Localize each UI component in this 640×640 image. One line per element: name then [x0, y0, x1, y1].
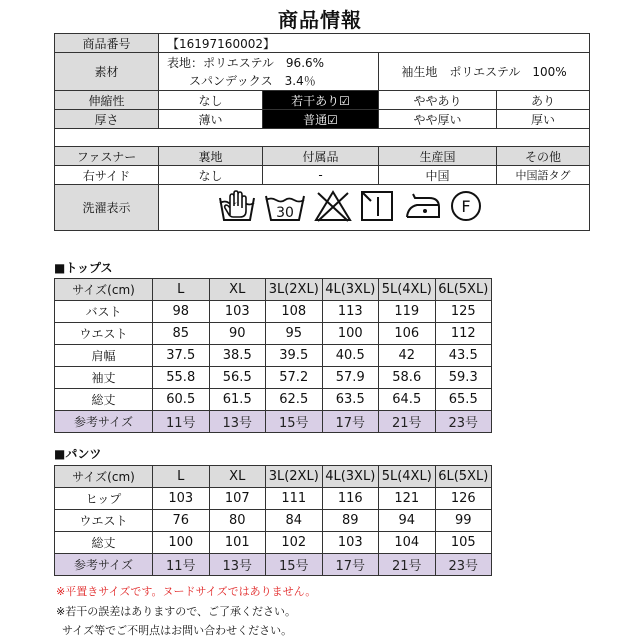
wash-row: [55, 185, 590, 231]
table-cell: 62.5: [266, 389, 323, 411]
note-tolerance: ※若干の誤差はありますので、ご了承ください。: [56, 605, 296, 618]
table-cell: 101: [209, 532, 266, 554]
thickness-option-somewhat-thick: やや厚い: [379, 110, 497, 129]
pants-header-xl: XL: [209, 466, 266, 488]
table-cell: 108: [266, 301, 323, 323]
row-label: 肩幅: [55, 345, 153, 367]
details-header-row: [55, 147, 590, 166]
row-label: 袖丈: [55, 367, 153, 389]
reference-cell: 17号: [322, 411, 379, 433]
table-cell: 42: [379, 345, 436, 367]
origin-header: 生産国: [379, 147, 497, 166]
table-cell: 103: [209, 301, 266, 323]
note-inquiry: サイズ等でご不明点はお問い合わせください。: [62, 624, 293, 637]
table-cell: 112: [435, 323, 492, 345]
other-header: その他: [497, 147, 590, 166]
table-cell: 95: [266, 323, 323, 345]
table-cell: 59.3: [435, 367, 492, 389]
table-cell: 80: [209, 510, 266, 532]
table-cell: 111: [266, 488, 323, 510]
zipper-header: ファスナー: [55, 147, 159, 166]
tops-header-3l: 3L(2XL): [266, 279, 323, 301]
reference-cell: 21号: [379, 554, 436, 576]
tops-header-4l: 4L(3XL): [322, 279, 379, 301]
thickness-option-thick: 厚い: [497, 110, 590, 129]
table-cell: 89: [322, 510, 379, 532]
zipper-value: 右サイド: [55, 166, 159, 185]
pants-size-table: [54, 465, 492, 576]
pants-header-l: L: [153, 466, 210, 488]
row-label: 総丈: [55, 389, 153, 411]
row-label: ウエスト: [55, 323, 153, 345]
table-cell: 55.8: [153, 367, 210, 389]
table-cell: 61.5: [209, 389, 266, 411]
stretch-option-slight-selected: 若干あり☑: [263, 91, 379, 110]
low-iron-icon: [401, 189, 443, 223]
table-cell: 113: [322, 301, 379, 323]
table-row: [55, 532, 492, 554]
table-cell: 98: [153, 301, 210, 323]
lining-value: なし: [159, 166, 263, 185]
dry-clean-f-icon: [449, 189, 483, 223]
tops-header-size: サイズ(cm): [55, 279, 153, 301]
reference-cell: 21号: [379, 411, 436, 433]
table-cell: 85: [153, 323, 210, 345]
pants-header-4l: 4L(3XL): [322, 466, 379, 488]
table-cell: 40.5: [322, 345, 379, 367]
product-number-row: [55, 34, 590, 53]
table-cell: 125: [435, 301, 492, 323]
pants-header-6l: 6L(5XL): [435, 466, 492, 488]
tops-header-6l: 6L(5XL): [435, 279, 492, 301]
table-row: [55, 301, 492, 323]
table-cell: 103: [322, 532, 379, 554]
table-cell: 76: [153, 510, 210, 532]
wash-icons: [217, 189, 483, 223]
pants-section-label: ■パンツ: [54, 447, 102, 461]
product-number-label: 商品番号: [55, 34, 159, 53]
reference-cell: 23号: [435, 411, 492, 433]
table-cell: 64.5: [379, 389, 436, 411]
drip-dry-icon: [359, 189, 395, 223]
spacer-cell: [55, 129, 590, 147]
table-row: [55, 323, 492, 345]
row-label: 総丈: [55, 532, 153, 554]
table-row: [55, 367, 492, 389]
product-info-table: [54, 33, 590, 231]
table-row: [55, 510, 492, 532]
accessories-value: -: [263, 166, 379, 185]
stretch-label: 伸縮性: [55, 91, 159, 110]
page-title: 商品情報: [278, 8, 362, 32]
material-lining: 袖生地 ポリエステル 100%: [379, 53, 590, 91]
table-cell: 37.5: [153, 345, 210, 367]
reference-label: 参考サイズ: [55, 411, 153, 433]
table-cell: 103: [153, 488, 210, 510]
origin-value: 中国: [379, 166, 497, 185]
tops-header-row: [55, 279, 492, 301]
tops-header-xl: XL: [209, 279, 266, 301]
tops-header-5l: 5L(4XL): [379, 279, 436, 301]
details-value-row: [55, 166, 590, 185]
table-cell: 116: [322, 488, 379, 510]
row-label: バスト: [55, 301, 153, 323]
table-cell: 58.6: [379, 367, 436, 389]
thickness-row: [55, 110, 590, 129]
row-label: ウエスト: [55, 510, 153, 532]
stretch-option-yes: あり: [497, 91, 590, 110]
wash-30-icon: [263, 189, 307, 223]
tops-size-table: [54, 278, 492, 433]
stretch-option-somewhat: ややあり: [379, 91, 497, 110]
table-cell: 99: [435, 510, 492, 532]
thickness-option-normal-selected: 普通☑: [263, 110, 379, 129]
other-value: 中国語タグ: [497, 166, 590, 185]
thickness-option-thin: 薄い: [159, 110, 263, 129]
table-cell: 57.9: [322, 367, 379, 389]
note-flat-measure: ※平置きサイズです。ヌードサイズではありません。: [56, 585, 317, 598]
table-cell: 56.5: [209, 367, 266, 389]
tops-section-label: ■トップス: [54, 261, 113, 275]
tops-reference-row: [55, 411, 492, 433]
reference-cell: 13号: [209, 411, 266, 433]
pants-header-size: サイズ(cm): [55, 466, 153, 488]
pants-header-3l: 3L(2XL): [266, 466, 323, 488]
table-row: [55, 345, 492, 367]
table-cell: 84: [266, 510, 323, 532]
reference-cell: 17号: [322, 554, 379, 576]
thickness-label: 厚さ: [55, 110, 159, 129]
table-cell: 121: [379, 488, 436, 510]
table-cell: 119: [379, 301, 436, 323]
material-outer-line1: 表地：ポリエステル 96.6%: [167, 55, 325, 70]
product-number-value: 【16197160002】: [159, 34, 590, 53]
table-cell: 57.2: [266, 367, 323, 389]
stretch-option-none: なし: [159, 91, 263, 110]
table-cell: 126: [435, 488, 492, 510]
table-cell: 107: [209, 488, 266, 510]
table-row: [55, 389, 492, 411]
reference-label: 参考サイズ: [55, 554, 153, 576]
table-cell: 100: [322, 323, 379, 345]
row-label: ヒップ: [55, 488, 153, 510]
table-cell: 43.5: [435, 345, 492, 367]
table-cell: 60.5: [153, 389, 210, 411]
reference-cell: 15号: [266, 411, 323, 433]
material-outer-line2: スパンデックス 3.4％: [189, 73, 316, 88]
material-row: [55, 53, 590, 91]
table-cell: 100: [153, 532, 210, 554]
spacer-row: [55, 129, 590, 147]
table-cell: 63.5: [322, 389, 379, 411]
pants-header-5l: 5L(4XL): [379, 466, 436, 488]
tops-header-l: L: [153, 279, 210, 301]
reference-cell: 23号: [435, 554, 492, 576]
pants-header-row: [55, 466, 492, 488]
wash-temp-text: 30: [276, 205, 294, 221]
table-cell: 65.5: [435, 389, 492, 411]
wash-label: 洗濯表示: [55, 185, 159, 231]
table-cell: 102: [266, 532, 323, 554]
table-cell: 94: [379, 510, 436, 532]
table-row: [55, 488, 492, 510]
no-bleach-icon: [313, 189, 353, 223]
table-cell: 39.5: [266, 345, 323, 367]
reference-cell: 11号: [153, 411, 210, 433]
table-cell: 90: [209, 323, 266, 345]
table-cell: 106: [379, 323, 436, 345]
lining-header: 裏地: [159, 147, 263, 166]
material-outer: [159, 53, 379, 91]
pants-reference-row: [55, 554, 492, 576]
accessories-header: 付属品: [263, 147, 379, 166]
dry-clean-letter: F: [461, 197, 471, 216]
table-cell: 104: [379, 532, 436, 554]
reference-cell: 15号: [266, 554, 323, 576]
wash-icons-cell: [159, 185, 590, 231]
table-cell: 38.5: [209, 345, 266, 367]
table-cell: 105: [435, 532, 492, 554]
hand-wash-icon: [217, 189, 257, 223]
reference-cell: 11号: [153, 554, 210, 576]
material-label: 素材: [55, 53, 159, 91]
reference-cell: 13号: [209, 554, 266, 576]
stretch-row: [55, 91, 590, 110]
